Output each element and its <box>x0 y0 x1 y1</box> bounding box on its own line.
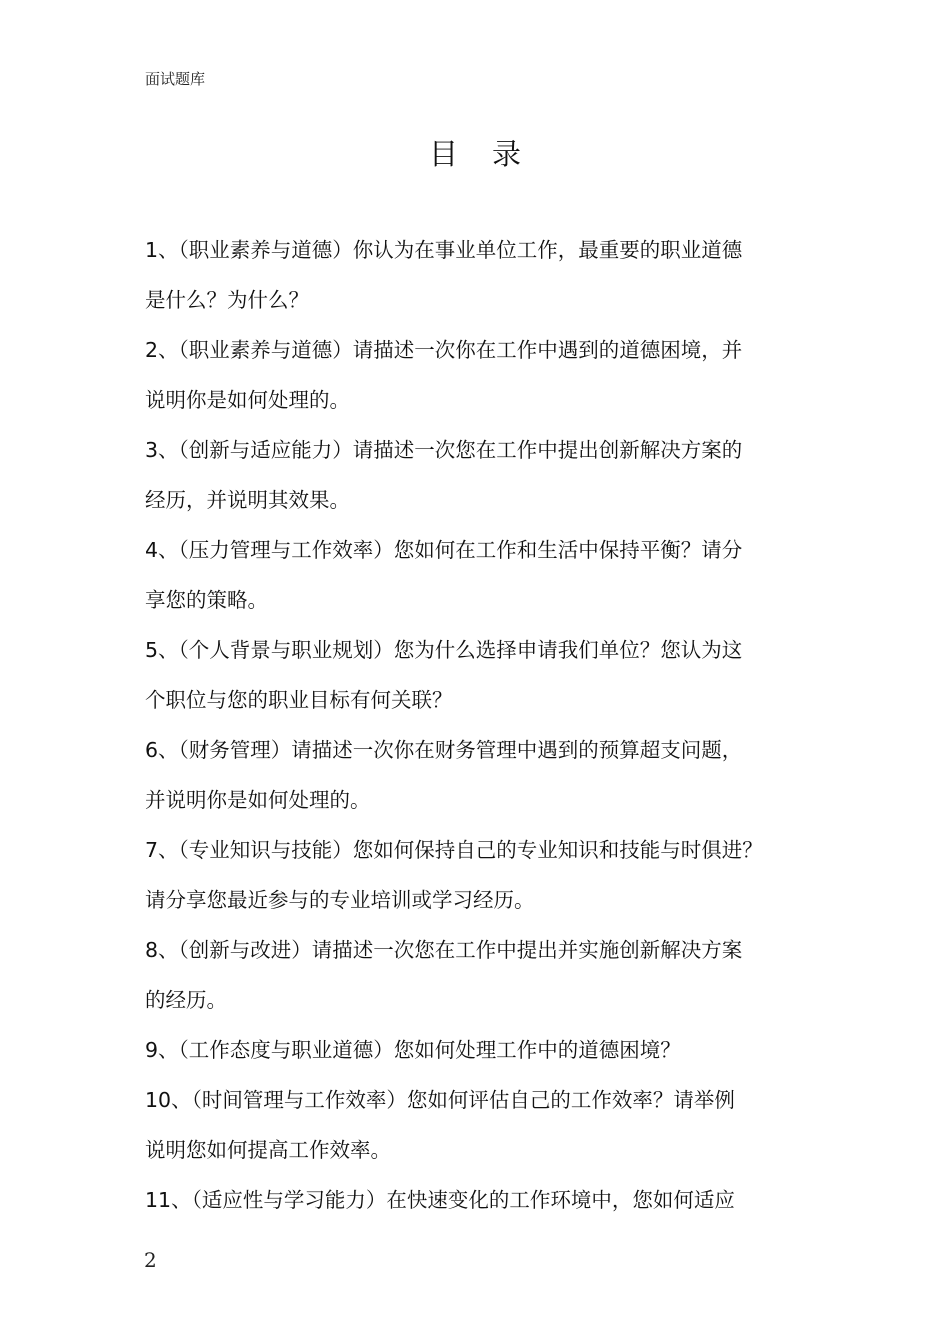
page-title: 目录 <box>428 137 555 171</box>
toc-line: 并说明你是如何处理的。 <box>145 788 371 812</box>
document-header: 面试题库 <box>145 70 206 88</box>
toc-line: 9、（工作态度与职业道德）您如何处理工作中的道德困境？ <box>145 1038 681 1062</box>
toc-line: 个职位与您的职业目标有何关联？ <box>145 688 453 712</box>
toc-line: 2、（职业素养与道德）请描述一次你在工作中遇到的道德困境，并 <box>145 338 743 362</box>
toc-line: 说明你是如何处理的。 <box>145 388 350 412</box>
toc-line: 10、（时间管理与工作效率）您如何评估自己的工作效率？请举例 <box>145 1088 735 1112</box>
toc-line: 1、（职业素养与道德）你认为在事业单位工作，最重要的职业道德 <box>145 238 743 262</box>
page-number: 2 <box>144 1248 157 1272</box>
toc-line: 享您的策略。 <box>145 588 268 612</box>
toc-line: 经历，并说明其效果。 <box>145 488 350 512</box>
toc-line: 说明您如何提高工作效率。 <box>145 1138 391 1162</box>
toc-line: 4、（压力管理与工作效率）您如何在工作和生活中保持平衡？请分 <box>145 538 743 562</box>
toc-line: 7、（专业知识与技能）您如何保持自己的专业知识和技能与时俱进？ <box>145 838 763 862</box>
toc-line: 的经历。 <box>145 988 227 1012</box>
toc-line: 5、（个人背景与职业规划）您为什么选择申请我们单位？您认为这 <box>145 638 743 662</box>
toc-line: 11、（适应性与学习能力）在快速变化的工作环境中，您如何适应 <box>145 1188 735 1212</box>
table-of-contents <box>145 232 835 1232</box>
toc-line: 8、（创新与改进）请描述一次您在工作中提出并实施创新解决方案 <box>145 938 743 962</box>
toc-line: 6、（财务管理）请描述一次你在财务管理中遇到的预算超支问题， <box>145 738 743 762</box>
toc-line: 3、（创新与适应能力）请描述一次您在工作中提出创新解决方案的 <box>145 438 743 462</box>
toc-line: 是什么？为什么？ <box>145 288 309 312</box>
toc-line: 请分享您最近参与的专业培训或学习经历。 <box>145 888 535 912</box>
